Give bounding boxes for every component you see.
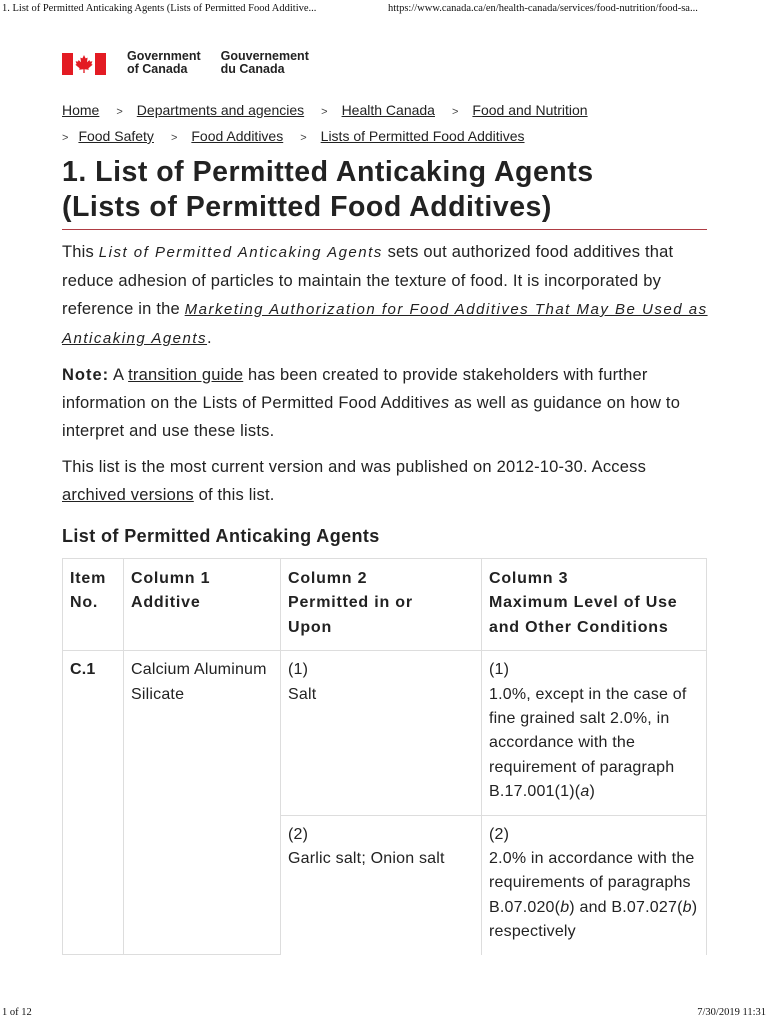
main-content	[62, 238, 712, 517]
version-paragraph: This list is the most current version and was published on 2012-10-30. Access archived versions of this list.	[62, 458, 647, 504]
header-column-1: Column 1 Additive	[124, 559, 281, 651]
table-title: List of Permitted Anticaking Agents	[62, 526, 380, 546]
header-column-3: Column 3 Maximum Level of Use and Other Conditions	[482, 559, 707, 651]
breadcrumb-separator: >	[116, 106, 123, 118]
breadcrumb-separator: >	[62, 132, 69, 144]
list-name: List of Permitted Anticaking Agents	[98, 244, 383, 261]
signature-english: Government of Canada	[127, 49, 201, 76]
max-level-cell: (2) 2.0% in accordance with the requirements of paragraphs B.07.020(b) and B.07.027(b) respectively	[482, 815, 707, 955]
permitted-in-cell: (2) Garlic salt; Onion salt	[281, 815, 482, 955]
breadcrumb-departments[interactable]: Departments and agencies	[136, 102, 305, 118]
archived-versions-link[interactable]: archived versions	[62, 486, 194, 504]
intro-paragraph: This List of Permitted Anticaking Agents sets out authorized food additives that reduce adhesion of particles to maintain the texture of food. It is incorporated by reference in the Marketing Authorization for Food Additives That May Be Used as Anticaking Agents.	[62, 243, 708, 347]
breadcrumb-separator: >	[321, 106, 328, 118]
page-title: 1. List of Permitted Anticaking Agents (Lists of Permitted Food Additives)	[62, 156, 594, 223]
note-paragraph: Note: A transition guide has been created to provide stakeholders with further information on the Lists of Permitted Food Additives as well as guidance on how to interpret and use these lists.	[62, 366, 681, 440]
breadcrumb-food-safety[interactable]: Food Safety	[78, 128, 154, 144]
canada-flag-icon	[62, 53, 106, 75]
breadcrumb-separator: >	[451, 106, 459, 118]
marketing-authorization-link[interactable]: Marketing Authorization for Food Additives That May Be Used as Anticaking Agents	[62, 301, 708, 347]
print-datetime: 7/30/2019 11:31	[697, 1007, 766, 1018]
title-underline	[62, 229, 707, 230]
breadcrumb-separator: >	[300, 132, 307, 144]
breadcrumb-food-additives[interactable]: Food Additives	[191, 128, 284, 144]
breadcrumb-food-nutrition[interactable]: Food and Nutrition	[472, 102, 588, 118]
breadcrumb-separator: >	[170, 132, 178, 144]
print-footer	[2, 1007, 766, 1021]
item-number: C.1	[63, 651, 124, 955]
maple-leaf-icon	[73, 53, 95, 75]
permitted-in-cell: (1) Salt	[281, 651, 482, 815]
note-label: Note:	[62, 366, 110, 384]
print-page-url: https://www.canada.ca/en/health-canada/services/food-nutrition/food-sa...	[388, 3, 698, 14]
header-column-2: Column 2 Permitted in or Upon	[281, 559, 482, 651]
print-page-title: 1. List of Permitted Anticaking Agents (Lists of Permitted Food Additive...	[2, 3, 317, 14]
government-signature[interactable]	[62, 50, 309, 78]
breadcrumb	[62, 98, 722, 150]
transition-guide-link[interactable]: transition guide	[128, 366, 244, 384]
breadcrumb-lists-permitted[interactable]: Lists of Permitted Food Additives	[320, 128, 525, 144]
header-item-no: Item No.	[63, 559, 124, 651]
anticaking-agents-table	[62, 558, 707, 955]
page-number: 1 of 12	[2, 1007, 32, 1018]
table-row	[63, 651, 707, 815]
max-level-cell: (1) 1.0%, except in the case of fine grained salt 2.0%, in accordance with the requirement of paragraph B.17.001(1)(a)	[482, 651, 707, 815]
breadcrumb-health-canada[interactable]: Health Canada	[341, 102, 435, 118]
print-header	[2, 3, 766, 17]
breadcrumb-home[interactable]: Home	[62, 102, 100, 118]
table-header-row	[63, 559, 707, 651]
signature-french: Gouvernement du Canada	[220, 49, 309, 76]
additive-name: Calcium Aluminum Silicate	[124, 651, 281, 955]
